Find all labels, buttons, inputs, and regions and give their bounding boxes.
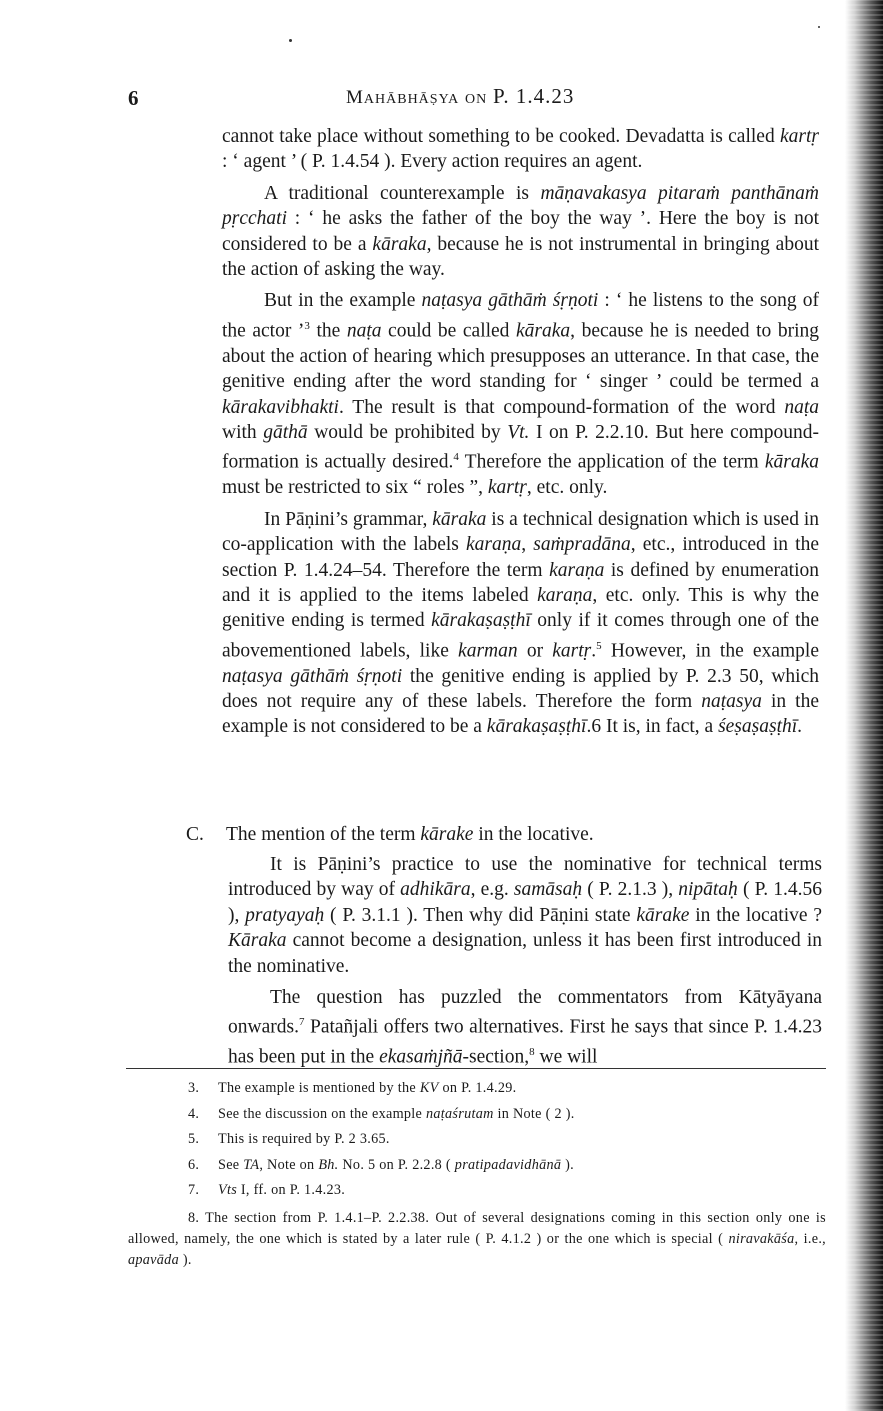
footnote: 5. This is required by P. 2 3.65. <box>128 1127 826 1153</box>
section-letter: C. <box>186 824 204 845</box>
footnote-long: 8. The section from P. 1.4.1–P. 2.2.38. Out of several designations coming in this section only one is allowed, namely, the one which is stated by a later rule ( P. 4.1.2 ) or the one which is special ( niravakāśa, i.e., apavāda ). <box>128 1209 827 1268</box>
section-c-paragraph-1: It is Pāṇini’s practice to use the nominative for technical terms introduced by way of adhikāra, e.g. samāsaḥ ( P. 2.1.3 ), nipātaḥ ( P. 1.4.56 ), pratyayaḥ ( P. 3.1.1 ). Then why did Pāṇini state kārake in the locative ? Kāraka cannot become a designation, unless it has been first introduced in the nominative. <box>228 854 823 977</box>
footnote-text: Vts I, ff. on P. 1.4.23. <box>218 1182 346 1198</box>
paragraph-2: A traditional counterexample is māṇavakasya pitaraṁ panthānaṁ pṛcchati : ‘ he asks the father of the boy the way ’. Here the boy is not considered to be a kāraka, because he is not instrumental in bringing about the action of asking the way. <box>222 182 819 281</box>
running-head: MAHĀBHĀṢYA ON P. 1.4.23 <box>346 84 575 108</box>
footnote: 7. Vts I, ff. on P. 1.4.23. <box>128 1178 826 1204</box>
footnote-text: This is required by P. 2 3.65. <box>218 1131 390 1147</box>
footnotes <box>128 1076 826 1271</box>
paragraph-3: But in the example naṭasya gāthāṁ śṛṇoti : ‘ he listens to the song of the actor ’$^3$ the naṭa could be called kāraka, because he is needed to bring about the action of hearing which presupposes an utterance. In that case, the genitive ending after the word standing for ‘ singer ’ could be termed a kārakavibhakti. The result is that compound-formation of the word naṭa with gāthā would be prohibited by Vt. I on P. 2.2.10. But here compound-formation is actually desired.$^4$ Therefore the application of the term kāraka must be restricted to six “ roles ”, kartṛ, etc. only. <box>222 290 820 499</box>
footnote-text: See the discussion on the example naṭaśrutam in Note ( 2 ). <box>218 1105 575 1122</box>
section-title: The mention of the term kārake in the locative. <box>226 824 594 845</box>
footnote: 6. See TA, Note on Bh. No. 5 on P. 2.2.8 ( pratipadavidhānā ). <box>128 1153 826 1179</box>
paragraph-4: In Pāṇini’s grammar, kāraka is a technical designation which is used in co-application with the labels karaṇa, saṁpradāna, etc., introduced in the section P. 1.4.24–54. Therefore the term karaṇa is defined by enumeration and it is applied to the items labeled karaṇa, etc. only. This is why the genitive ending is termed kārakaṣaṣṭhī only if it comes through one of the abovementioned labels, like karman or kartṛ.$^5$ However, in the example naṭasya gāthāṁ śṛṇoti the genitive ending is applied by P. 2.3 50, which does not require any of these labels. Therefore the form naṭasya in the example is not considered to be a kārakaṣaṣṭhī.6 It is, in fact, a śeṣaṣaṣṭhī. <box>222 508 820 738</box>
footnote: 4. See the discussion on the example naṭaśrutam in Note ( 2 ). <box>128 1102 826 1128</box>
section-c-paragraph-2: The question has puzzled the commentators from Kātyāyana onwards.$^7$ Patañjali offers two alternatives. First he says that since P. 1.4.23 has been put in the ekasaṁjñā-section,$^8$ we will <box>228 987 822 1068</box>
footnote-text: See TA, Note on Bh. No. 5 on P. 2.2.8 ( pratipadavidhānā ). <box>218 1156 574 1173</box>
footnote-text: The example is mentioned by the KV on P. 1.4.29. <box>218 1080 517 1096</box>
section-c-body <box>228 852 822 1070</box>
footnote: 3. The example is mentioned by the KV on P. 1.4.29. <box>128 1076 826 1102</box>
page-edge-texture <box>845 0 883 1411</box>
scan-speck <box>289 39 292 42</box>
body-text <box>222 124 819 740</box>
page-number: 6 <box>128 86 139 110</box>
scan-speck <box>818 26 820 28</box>
paragraph-1: cannot take place without something to be cooked. Devadatta is called kartṛ : ‘ agent ’ ( P. 1.4.54 ). Every action requires an agent. <box>222 126 819 173</box>
footnote-rule <box>126 1068 826 1069</box>
